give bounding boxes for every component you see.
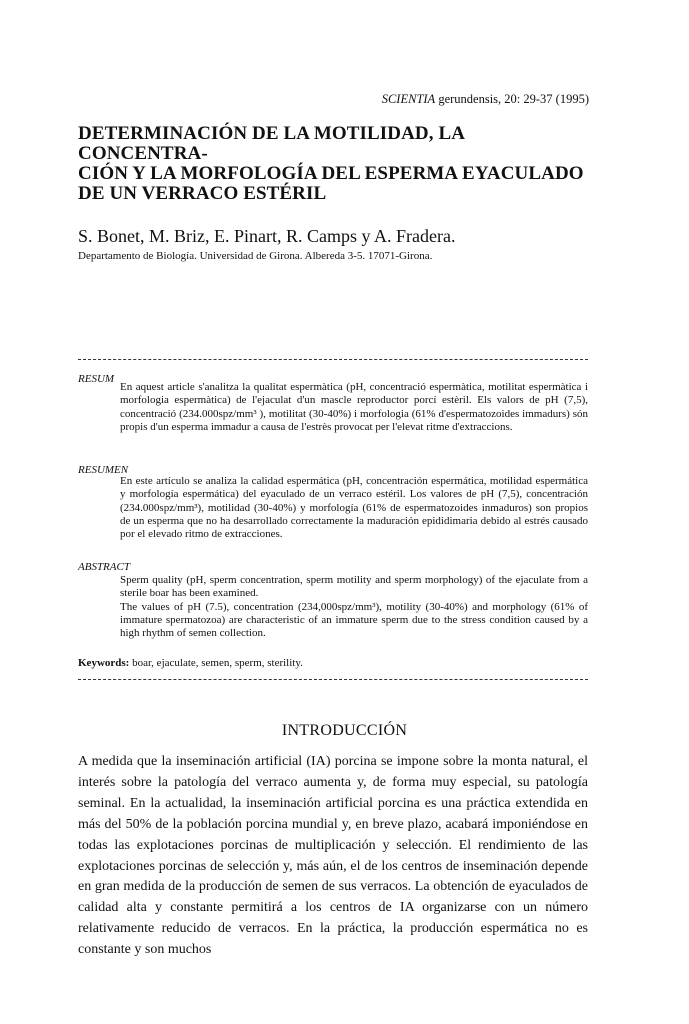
abstract-paragraph-1: Sperm quality (pH, sperm concentration, sperm motility and sperm morphology) of the ejaculate from a sterile boar has been examined.	[120, 574, 588, 600]
article-title	[78, 124, 598, 204]
abstract-label: ABSTRACT	[78, 561, 130, 573]
keywords-label: Keywords:	[78, 657, 130, 669]
authors: S. Bonet, M. Briz, E. Pinart, R. Camps y A. Fradera.	[78, 226, 456, 246]
title-line-2: CIÓN Y LA MORFOLOGÍA DEL ESPERMA EYACULADO	[78, 163, 584, 184]
affiliation: Departamento de Biología. Universidad de Girona. Albereda 3-5. 17071-Girona.	[78, 250, 433, 262]
resumen-label: RESUMEN	[78, 464, 129, 476]
resumen-text: En este artículo se analiza la calidad espermática (pH, concentración espermática, motilidad espermática y morfología espermática) del eyaculado de un verraco estéril. Los valores de pH (7,5), concentración (234.000spz/mm³), motilidad (30-40%) y morfología (61% de espermatozoides inmaduros) son propios de un esperma que no ha desarrollado correctamente la maduración epididimaria debido al estrés causado por el elevado ritmo de extracciones.	[120, 475, 588, 541]
abstract-text	[120, 574, 588, 640]
title-line-3: DE UN VERRACO ESTÉRIL	[78, 183, 327, 204]
section-heading-introduccion: INTRODUCCIÓN	[281, 722, 408, 739]
journal-volume: gerundensis, 20: 29-37 (1995)	[435, 92, 589, 106]
resum-text: En aquest article s'analitza la qualitat espermàtica (pH, concentració espermàtica, motilitat espermàtica i morfologia espermàtica) de l'ejaculat d'un mascle reproductor porcí estèril. Els valors de pH (7,5), concentració (234.000spz/mm³ ), motilitat (30-40%) i morfologia (61% d'espermatozoides immadurs) són propis d'un esperma immadur a causa de l'estrès provocat per l'elevat ritme d'extraccions.	[120, 381, 588, 433]
resum-label: RESUM	[78, 373, 115, 385]
journal-name: SCIENTIA	[381, 92, 436, 106]
divider-top	[78, 359, 588, 360]
divider-bottom	[78, 679, 588, 680]
keywords	[78, 657, 303, 669]
intro-paragraph: A medida que la inseminación artificial (IA) porcina se impone sobre la monta natural, el interés sobre la patología del verraco aumenta y, de forma muy especial, su patología seminal. En la actualidad, la inseminación artificial porcina es una práctica extendida en más del 50% de la población porcina mundial y, en breve plazo, acabará imponiéndose en todas las explotaciones porcinas de multiplicación y selección. El rendimiento de las explotaciones porcinas de selección y, más aún, el de los centros de inseminación depende en gran medida de la producción de semen de sus verracos. La obtención de eyaculados de calidad alta y constante permitirá a los centros de IA organizarse con un número relativamente reducido de verracos. En la práctica, la producción espermática no es constante y son muchos	[78, 754, 588, 958]
journal-citation	[382, 92, 589, 107]
abstract-paragraph-2: The values of pH (7.5), concentration (234,000spz/mm³), motility (30-40%) and morphology (61% of immature spermatozoa) are characteristic of an immature sperm due to the stress condition caused by a high rhythm of semen collection.	[120, 600, 588, 640]
keywords-list: boar, ejaculate, semen, sperm, sterility.	[129, 657, 303, 669]
title-line-1: DETERMINACIÓN DE LA MOTILIDAD, LA CONCENTRA-	[78, 123, 464, 164]
